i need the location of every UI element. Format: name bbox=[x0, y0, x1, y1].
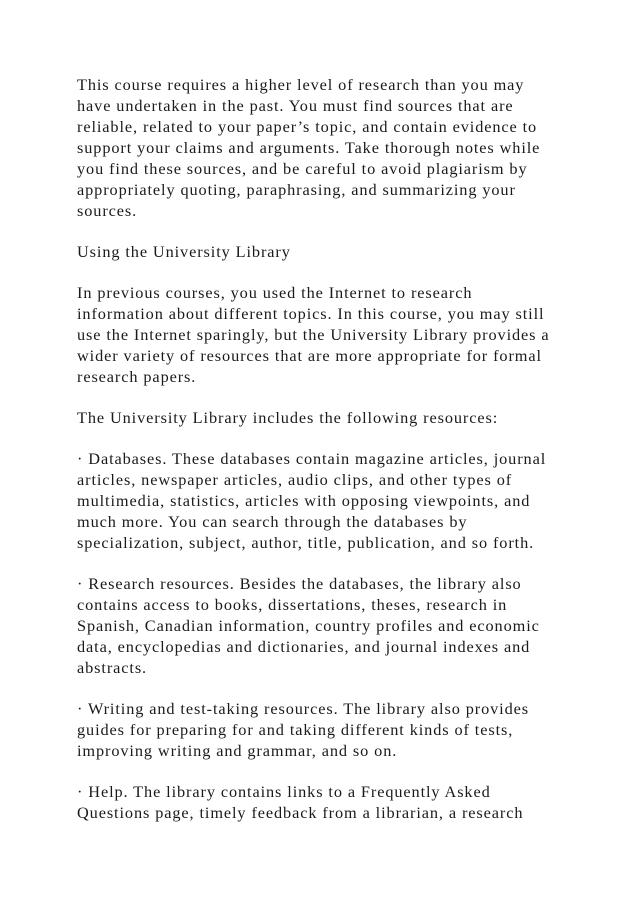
paragraph bbox=[77, 573, 577, 678]
text-line: have undertaken in the past. You must find sources that are bbox=[77, 96, 514, 115]
text-line: This course requires a higher level of research than you may bbox=[77, 75, 525, 94]
text-line: · Writing and test-taking resources. The library also provides bbox=[77, 699, 529, 718]
paragraph bbox=[77, 282, 577, 387]
text-line: you find these sources, and be careful to avoid plagiarism by bbox=[77, 159, 528, 178]
text-line: multimedia, statistics, articles with opposing viewpoints, and bbox=[77, 491, 531, 510]
text-line: much more. You can search through the databases by bbox=[77, 512, 468, 531]
text-line: articles, newspaper articles, audio clips, and other types of bbox=[77, 470, 513, 489]
text-line: · Help. The library contains links to a Frequently Asked bbox=[77, 782, 491, 801]
text-line: · Databases. These databases contain magazine articles, journal bbox=[77, 449, 547, 468]
paragraph bbox=[77, 781, 577, 823]
text-line: abstracts. bbox=[77, 658, 148, 677]
text-line: guides for preparing for and taking different kinds of tests, bbox=[77, 720, 514, 739]
paragraph bbox=[77, 407, 577, 428]
text-line: support your claims and arguments. Take thorough notes while bbox=[77, 138, 541, 157]
text-line: Using the University Library bbox=[77, 242, 291, 261]
paragraph bbox=[77, 241, 577, 262]
text-line: research papers. bbox=[77, 367, 197, 386]
text-line: Questions page, timely feedback from a librarian, a research bbox=[77, 803, 524, 822]
text-line: data, encyclopedias and dictionaries, and journal indexes and bbox=[77, 637, 531, 656]
document-body bbox=[77, 74, 577, 823]
text-line: The University Library includes the following resources: bbox=[77, 408, 499, 427]
text-line: · Research resources. Besides the databases, the library also bbox=[77, 574, 522, 593]
paragraph bbox=[77, 448, 577, 553]
text-line: contains access to books, dissertations, theses, research in bbox=[77, 595, 508, 614]
text-line: reliable, related to your paper’s topic, and contain evidence to bbox=[77, 117, 538, 136]
text-line: wider variety of resources that are more appropriate for formal bbox=[77, 346, 542, 365]
text-line: improving writing and grammar, and so on. bbox=[77, 741, 398, 760]
text-line: sources. bbox=[77, 201, 138, 220]
text-line: appropriately quoting, paraphrasing, and summarizing your bbox=[77, 180, 516, 199]
text-line: information about different topics. In this course, you may still bbox=[77, 304, 545, 323]
paragraph bbox=[77, 74, 577, 221]
text-line: In previous courses, you used the Internet to research bbox=[77, 283, 473, 302]
text-line: use the Internet sparingly, but the University Library provides a bbox=[77, 325, 550, 344]
paragraph bbox=[77, 698, 577, 761]
text-line: Spanish, Canadian information, country profiles and economic bbox=[77, 616, 540, 635]
text-line: specialization, subject, author, title, publication, and so forth. bbox=[77, 533, 535, 552]
